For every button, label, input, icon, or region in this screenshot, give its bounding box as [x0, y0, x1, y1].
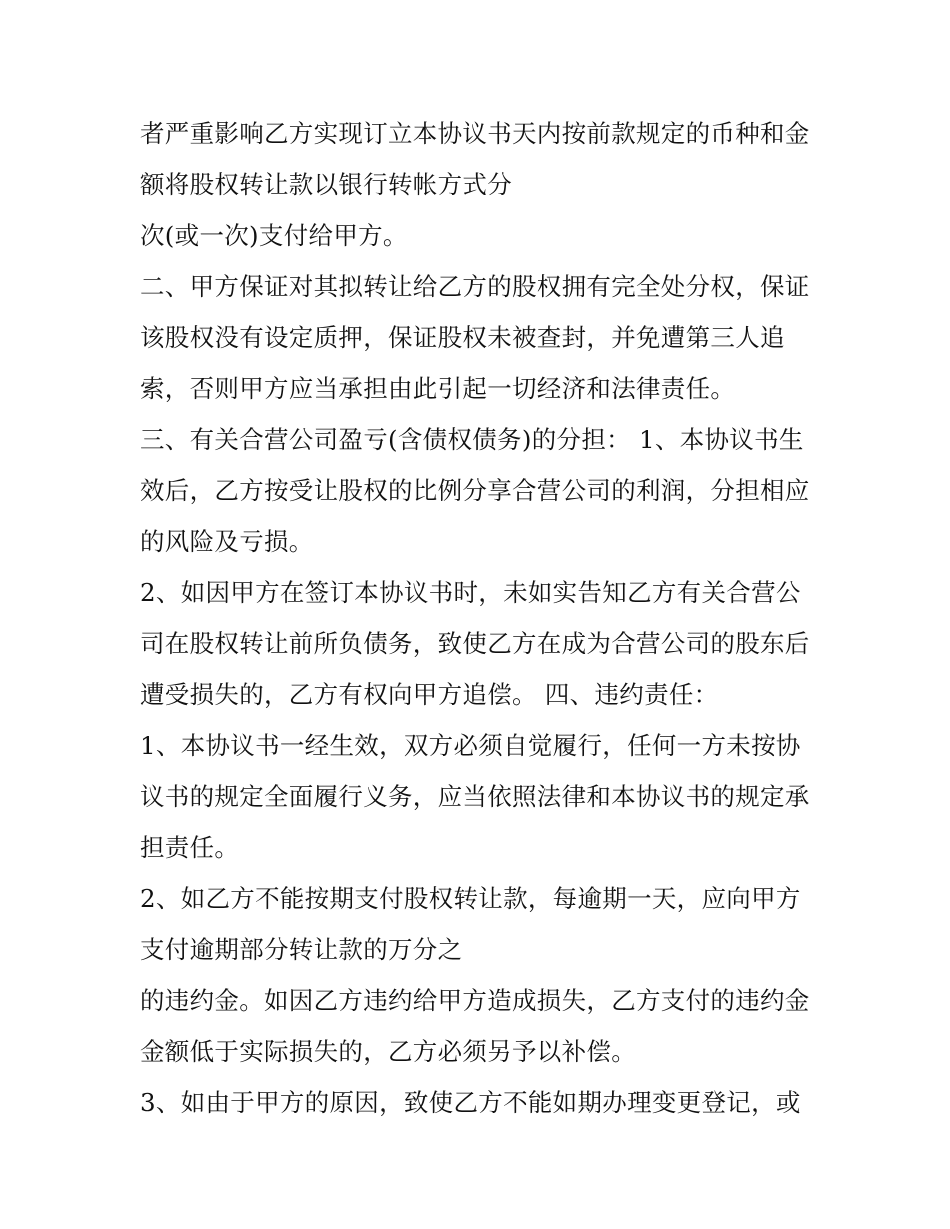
text-line-11: 司在股权转让前所负债务，致使乙方在成为合营公司的股东后 — [140, 629, 810, 658]
text-line-20: 3、如由于甲方的原因，致使乙方不能如期办理变更登记，或 — [140, 1088, 801, 1117]
text-line-5: 该股权没有设定质押，保证股权未被查封，并免遭第三人追 — [140, 323, 785, 352]
text-line-6: 索，否则甲方应当承担由此引起一切经济和法律责任。 — [140, 374, 736, 403]
text-line-12: 遭受损失的，乙方有权向甲方追偿。 四、违约责任： — [140, 680, 719, 709]
text-line-19: 金额低于实际损失的，乙方必须另予以补偿。 — [140, 1037, 636, 1066]
text-line-16: 2、如乙方不能按期支付股权转让款，每逾期一天，应向甲方 — [140, 884, 801, 913]
document-body — [140, 108, 830, 1128]
text-line-4: 二、甲方保证对其拟转让给乙方的股权拥有完全处分权，保证 — [140, 272, 810, 301]
text-line-8: 效后，乙方按受让股权的比例分享合营公司的利润，分担相应 — [140, 476, 810, 505]
text-line-17: 支付逾期部分转让款的万分之 — [140, 935, 463, 964]
text-line-2: 额将股权转让款以银行转帐方式分 — [140, 170, 512, 199]
text-line-7: 三、有关合营公司盈亏(含债权债务)的分担： 1、本协议书生 — [140, 425, 804, 454]
text-line-10: 2、如因甲方在签订本协议书时，未如实告知乙方有关合营公 — [140, 578, 801, 607]
text-line-14: 议书的规定全面履行义务，应当依照法律和本协议书的规定承 — [140, 782, 810, 811]
text-line-3: 次(或一次)支付给甲方。 — [140, 221, 408, 250]
text-line-9: 的风险及亏损。 — [140, 527, 314, 556]
text-line-1: 者严重影响乙方实现订立本协议书天内按前款规定的币种和金 — [140, 119, 810, 148]
text-line-15: 担责任。 — [140, 833, 240, 862]
text-line-18: 的违约金。如因乙方违约给甲方造成损失，乙方支付的违约金 — [140, 986, 810, 1015]
text-line-13: 1、本协议书一经生效，双方必须自觉履行，任何一方未按协 — [140, 731, 801, 760]
